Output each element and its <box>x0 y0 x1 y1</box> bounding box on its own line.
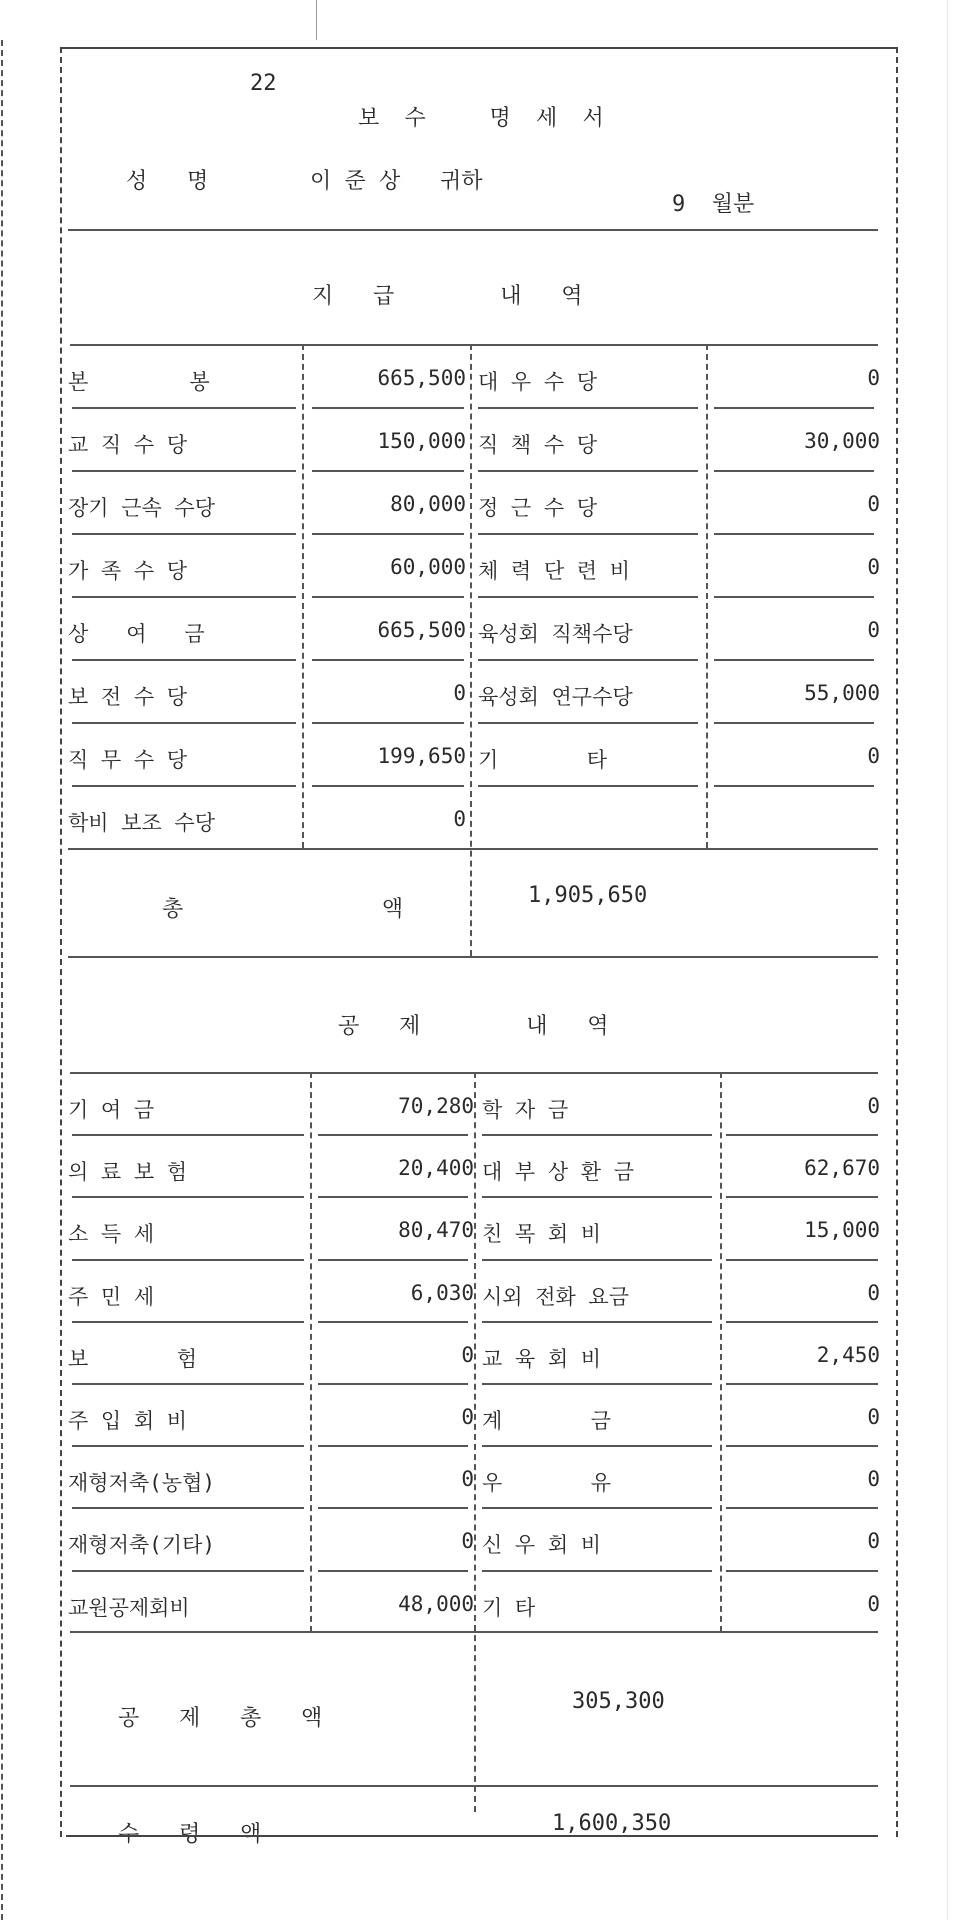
row-divider <box>318 1570 468 1572</box>
page-number: 22 <box>250 71 277 96</box>
deduction-item-value: 0 <box>461 1342 474 1367</box>
row-divider <box>478 407 698 409</box>
row-divider <box>478 785 698 787</box>
payment-item-label: 직 무 수 당 <box>68 748 188 772</box>
row-divider <box>318 1445 468 1447</box>
deduction-item-value: 0 <box>461 1529 474 1554</box>
page-edge <box>947 0 948 1920</box>
name-label: 성 명 <box>126 169 209 194</box>
row-divider <box>312 722 464 724</box>
row-divider <box>714 407 874 409</box>
row-divider <box>312 596 464 598</box>
row-divider <box>482 1383 712 1385</box>
payment-item-label: 기 타 <box>478 748 608 772</box>
page-edge <box>1 40 3 1920</box>
deduction-item-label: 교 육 회 비 <box>482 1346 602 1371</box>
deduction-item-label: 시외 전화 요금 <box>482 1284 630 1309</box>
row-divider <box>478 596 698 598</box>
payment-item-label: 정 근 수 당 <box>478 496 598 520</box>
row-divider <box>714 785 874 787</box>
row-divider <box>726 1134 878 1136</box>
payment-item-value: 0 <box>867 555 880 579</box>
deduction-item-label: 학 자 금 <box>482 1098 569 1122</box>
row-divider <box>318 1383 468 1385</box>
deduction-item-value: 62,670 <box>804 1156 880 1181</box>
row-divider <box>72 533 296 535</box>
payment-item-label: 상 여 금 <box>68 622 205 646</box>
column-divider <box>470 344 472 956</box>
row-divider <box>714 659 874 661</box>
payment-item-value: 665,500 <box>377 618 466 642</box>
row-divider <box>318 1134 468 1136</box>
row-divider <box>72 1570 304 1572</box>
row-divider <box>714 596 874 598</box>
deduction-item-value: 0 <box>867 1591 880 1616</box>
deduction-item-value: 48,000 <box>398 1591 474 1616</box>
row-divider <box>312 785 464 787</box>
row-divider <box>72 596 296 598</box>
divider <box>70 1631 878 1633</box>
row-divider <box>318 1507 468 1509</box>
deduction-item-value: 80,470 <box>398 1218 474 1243</box>
row-divider <box>72 722 296 724</box>
row-divider <box>482 1321 712 1323</box>
row-divider <box>714 533 874 535</box>
deduction-item-label: 친 목 회 비 <box>482 1222 602 1247</box>
row-divider <box>72 1383 304 1385</box>
row-divider <box>72 470 296 472</box>
row-divider <box>482 1196 712 1198</box>
row-divider <box>478 659 698 661</box>
deduction-item-value: 2,450 <box>816 1342 880 1367</box>
deduction-item-value: 0 <box>867 1280 880 1305</box>
document-title: 보 수 명 세 서 <box>358 106 610 131</box>
row-divider <box>726 1570 878 1572</box>
deduction-item-value: 0 <box>461 1405 474 1429</box>
row-divider <box>72 1507 304 1509</box>
deduction-item-label: 대 부 상 환 금 <box>482 1160 635 1185</box>
row-divider <box>726 1259 878 1261</box>
row-divider <box>726 1383 878 1385</box>
pay-statement-form <box>60 47 898 1847</box>
column-divider <box>720 1072 722 1632</box>
deduction-item-label: 재형저축(기타) <box>68 1533 216 1558</box>
payment-item-label: 본 봉 <box>68 370 210 394</box>
row-divider <box>72 785 296 787</box>
divider <box>68 229 878 231</box>
deduction-item-label: 교원공제회비 <box>68 1595 190 1620</box>
deduction-item-label: 소 득 세 <box>68 1222 155 1247</box>
payment-item-value: 0 <box>867 618 880 642</box>
row-divider <box>72 1196 304 1198</box>
payment-total-value: 1,905,650 <box>528 883 648 908</box>
row-divider <box>726 1196 878 1198</box>
payment-item-value: 0 <box>867 492 880 516</box>
row-divider <box>482 1445 712 1447</box>
payment-item-value: 0 <box>453 681 466 705</box>
deduction-item-label: 계 금 <box>482 1409 612 1433</box>
row-divider <box>318 1196 468 1198</box>
payment-item-label: 육성회 직책수당 <box>478 622 633 646</box>
deduction-item-value: 70,280 <box>398 1094 474 1118</box>
payment-item-value: 665,500 <box>377 366 466 390</box>
payment-item-label: 체 력 단 련 비 <box>478 559 631 583</box>
row-divider <box>478 722 698 724</box>
row-divider <box>726 1321 878 1323</box>
row-divider <box>714 722 874 724</box>
deduction-item-label: 보 험 <box>68 1346 198 1371</box>
row-divider <box>478 533 698 535</box>
payment-item-label: 육성회 연구수당 <box>478 685 633 709</box>
deduction-item-value: 15,000 <box>804 1218 880 1243</box>
deduction-item-value: 0 <box>867 1094 880 1118</box>
row-divider <box>726 1507 878 1509</box>
column-divider <box>310 1072 312 1632</box>
row-divider <box>482 1507 712 1509</box>
row-divider <box>72 407 296 409</box>
deduction-item-value: 0 <box>867 1467 880 1492</box>
payment-section-title: 지 급 내 역 <box>312 284 583 309</box>
row-divider <box>482 1259 712 1261</box>
row-divider <box>482 1134 712 1136</box>
deduction-item-label: 우 유 <box>482 1471 612 1496</box>
payment-item-value: 55,000 <box>804 681 880 705</box>
row-divider <box>312 407 464 409</box>
deduction-item-label: 주 민 세 <box>68 1284 155 1309</box>
payment-item-value: 60,000 <box>390 555 466 579</box>
pay-period: 9 월분 <box>672 192 755 217</box>
row-divider <box>312 659 464 661</box>
deduction-item-value: 6,030 <box>410 1280 474 1305</box>
net-pay-value: 1,600,350 <box>552 1811 672 1836</box>
payment-item-value: 199,650 <box>377 744 466 768</box>
payment-item-label: 학비 보조 수당 <box>68 811 216 835</box>
deduction-item-label: 신 우 회 비 <box>482 1533 602 1558</box>
deduction-section-title: 공 제 내 역 <box>338 1014 609 1039</box>
row-divider <box>726 1445 878 1447</box>
deduction-item-label: 의 료 보 험 <box>68 1160 188 1185</box>
row-divider <box>318 1321 468 1323</box>
deduction-total-value: 305,300 <box>572 1689 665 1714</box>
row-divider <box>714 470 874 472</box>
row-divider <box>72 1445 304 1447</box>
deduction-item-value: 0 <box>867 1529 880 1554</box>
net-pay-label: 수 령 액 <box>118 1822 262 1847</box>
row-divider <box>478 470 698 472</box>
divider <box>70 344 878 346</box>
payment-item-label: 대 우 수 당 <box>478 370 598 394</box>
row-divider <box>312 533 464 535</box>
divider <box>70 1785 878 1787</box>
deduction-item-label: 기 타 <box>482 1595 536 1620</box>
deduction-item-value: 20,400 <box>398 1156 474 1181</box>
payment-item-label: 교 직 수 당 <box>68 433 188 457</box>
deduction-item-label: 재형저축(농협) <box>68 1471 216 1496</box>
payment-item-value: 0 <box>453 807 466 831</box>
deduction-total-label: 공 제 총 액 <box>118 1706 323 1731</box>
payment-item-label: 보 전 수 당 <box>68 685 188 709</box>
column-divider <box>706 344 708 848</box>
row-divider <box>318 1259 468 1261</box>
deduction-item-label: 기 여 금 <box>68 1098 155 1122</box>
fold-mark <box>316 0 317 40</box>
column-divider <box>474 1072 476 1812</box>
column-divider <box>302 344 304 848</box>
payment-item-value: 150,000 <box>377 429 466 453</box>
divider <box>68 956 878 958</box>
row-divider <box>72 1321 304 1323</box>
payment-item-value: 30,000 <box>804 429 880 453</box>
row-divider <box>72 1134 304 1136</box>
payment-item-label: 가 족 수 당 <box>68 559 188 583</box>
payment-item-label: 장기 근속 수당 <box>68 496 216 520</box>
payment-item-label: 직 책 수 당 <box>478 433 598 457</box>
row-divider <box>482 1570 712 1572</box>
payment-item-value: 80,000 <box>390 492 466 516</box>
payment-item-value: 0 <box>867 744 880 768</box>
payment-item-value: 0 <box>867 366 880 390</box>
divider <box>68 848 878 850</box>
row-divider <box>72 1259 304 1261</box>
deduction-item-value: 0 <box>461 1467 474 1492</box>
row-divider <box>312 470 464 472</box>
row-divider <box>72 659 296 661</box>
recipient-name: 이 준 상 귀하 <box>310 169 483 194</box>
form-bottom-border <box>66 1835 878 1837</box>
deduction-item-value: 0 <box>867 1405 880 1429</box>
payment-total-label: 총 액 <box>162 897 404 922</box>
deduction-item-label: 주 입 회 비 <box>68 1409 188 1433</box>
